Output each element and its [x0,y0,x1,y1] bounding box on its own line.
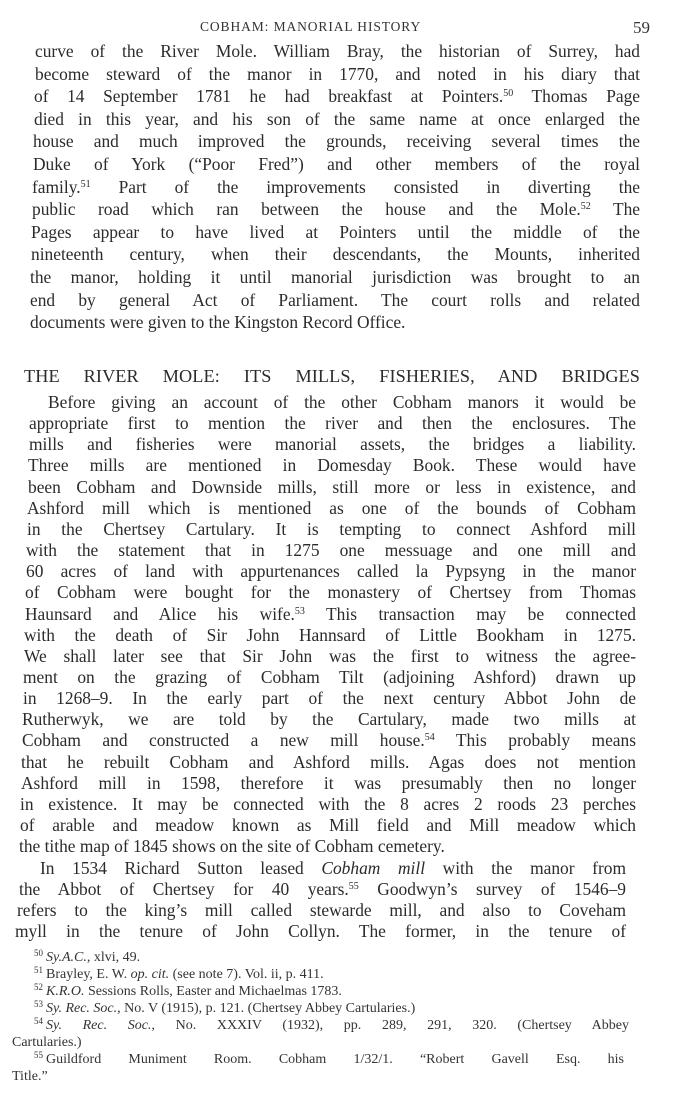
text-line: the manor, holding it until manorial jurisdiction was brought to an [30,267,640,287]
text-run: of 14 September 1781 he had breakfast at Pointers. [34,86,504,106]
text-run: Brayley, E. W. [46,967,131,982]
text-line: appropriate first to mention the river and then the enclosures. The [29,413,636,433]
text-line [32,200,640,219]
text-run: Thomas Page [513,86,640,106]
text-line: house and much improved the grounds, receiving several times the [33,131,640,151]
footnote-item [34,967,324,983]
text-run: family. [32,177,81,197]
footnote-item [34,984,342,1000]
footnote-ref[interactable]: 53 [294,606,305,617]
text-run: Cobham and constructed a new mill house. [22,730,425,750]
text-line: curve of the River Mole. William Bray, the historian of Surrey, had [35,41,640,61]
text-run: xlvi, 49. [90,950,141,965]
text-run: The [590,199,640,219]
footnote-item [34,1018,629,1034]
text-run: with the manor from [425,858,626,878]
running-title: COBHAM: MANORIAL HISTORY [200,19,422,34]
footnote-ref[interactable]: 51 [80,179,91,190]
text-line [32,178,640,197]
text-line: mills and fisheries were manorial assets, the bridges a liability. [29,434,636,454]
text-line: with the death of Sir John Hannsard of Little Bookham in 1275. [24,625,636,645]
text-line: Ashford mill which is mentioned as one of the bounds of Cobham [27,498,636,518]
text-line: Before giving an account of the other Cobham manors it would be [48,392,636,412]
text-line: in 1268–9. In the early part of the next century Abbot John de [23,688,636,708]
text-line: Three mills are mentioned in Domesday Book. These would have [28,455,636,475]
text-line: ment on the grazing of Cobham Tilt (adjoining Ashford) drawn up [23,667,636,687]
footnote-ref[interactable]: 50 [503,88,514,99]
footnote-continuation: Cartularies.) [12,1035,82,1050]
text-run: No. XXXIV (1932), pp. 289, 291, 320. (Chertsey Abbey [154,1018,630,1033]
text-line: refers to the king’s mill called stewarde mill, and also to Coveham [17,900,626,920]
text-line: of Cobham were bought for the monastery of Chertsey from Thomas [25,582,636,602]
footnote-item [34,1001,415,1017]
text-run: This transaction may be connected [304,604,636,624]
page-number: 59 [633,18,650,37]
section-heading: THE RIVER MOLE: ITS MILLS, FISHERIES, AND BRIDGES [24,366,640,386]
footnote-item [34,1052,624,1068]
text-run: In 1534 Richard Sutton leased [40,858,322,878]
text-line: nineteenth century, when their descendants, the Mounts, inherited [31,244,640,264]
italic-run: Cobham mill [321,858,426,878]
footnote-ref[interactable]: 55 [348,881,359,892]
text-line: Ashford mill in 1598, therefore it was presumably then no longer [21,773,636,793]
text-line: died in this year, and his son of the same name at once enlarged the [34,109,640,129]
text-line: documents were given to the Kingston Record Office. [30,312,406,332]
text-run: Goodwyn’s survey of 1546–9 [358,879,626,899]
text-run: Guildford Muniment Room. Cobham 1/32/1. “Robert Gavell Esq. his [46,1052,624,1067]
footnote-number: 54 [34,1016,43,1026]
text-line: Pages appear to have lived at Pointers until the middle of the [31,222,640,242]
text-line [25,605,636,624]
footnote-number: 55 [34,1050,43,1060]
text-run: Haunsard and Alice his wife. [25,604,295,624]
text-line: in the Chertsey Cartulary. It is tempting to connect Ashford mill [27,519,636,539]
citation-title: Sy. Rec. Soc., [46,1001,121,1016]
footnote-item [34,950,140,966]
citation-title: Sy.A.C., [46,950,91,965]
text-run: Sessions Rolls, Easter and Michaelmas 1783. [84,984,342,999]
text-line [22,731,636,750]
footnote-continuation: Title.” [12,1069,48,1084]
footnote-ref[interactable]: 54 [424,732,435,743]
text-run: No. V (1915), p. 121. (Chertsey Abbey Cartularies.) [120,1001,416,1016]
citation-title: Sy. Rec. Soc., [46,1018,155,1033]
text-run: the Abbot of Chertsey for 40 years. [19,879,349,899]
text-line: been Cobham and Downside mills, still more or less in existence, and [28,477,636,497]
text-line: that he rebuilt Cobham and Ashford mills. Agas does not mention [21,752,636,772]
text-line [19,880,626,899]
text-line [40,859,626,878]
footnote-number: 50 [34,948,43,958]
text-line: end by general Act of Parliament. The court rolls and related [30,290,640,310]
text-line: Duke of York (“Poor Fred”) and other members of the royal [33,154,640,174]
text-line [34,87,640,106]
text-line: in existence. It may be connected with the 8 acres 2 roods 23 perches [20,794,636,814]
running-head [0,18,674,42]
footnote-number: 52 [34,982,43,992]
text-line: myll in the tenure of John Collyn. The former, in the tenure of [15,921,626,941]
citation-title: K.R.O. [46,984,85,999]
footnote-number: 53 [34,999,43,1009]
text-line: the tithe map of 1845 shows on the site of Cobham cemetery. [19,836,445,856]
text-line: of arable and meadow known as Mill field and Mill meadow which [20,815,636,835]
text-run: (see note 7). Vol. ii, p. 411. [169,967,324,982]
text-line: 60 acres of land with appurtenances called la Pypsyng in the manor [26,561,636,581]
text-run: Part of the improvements consisted in diverting the [90,177,640,197]
text-line: We shall later see that Sir John was the first to witness the agree- [24,646,636,666]
footnote-number: 51 [34,965,43,975]
text-line: Rutherwyk, we are told by the Cartulary, made two mills at [22,709,636,729]
citation-title: op. cit. [130,967,170,982]
text-run: This probably means [434,730,636,750]
footnote-ref[interactable]: 52 [580,201,591,212]
text-run: public road which ran between the house and the Mole. [32,199,581,219]
text-line: with the statement that in 1275 one messuage and one mill and [26,540,636,560]
text-line: become steward of the manor in 1770, and noted in his diary that [35,64,640,84]
